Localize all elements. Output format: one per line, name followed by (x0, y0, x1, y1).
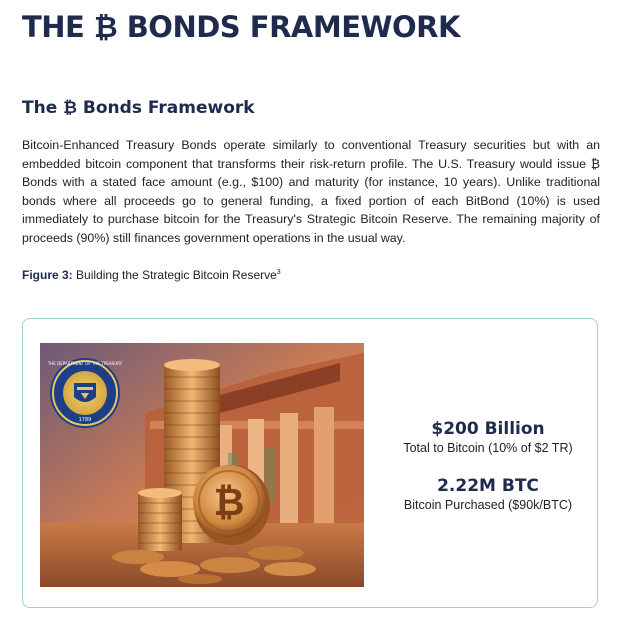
bitcoin-reserve-stats (383, 419, 593, 513)
figure-frame (22, 318, 598, 608)
seal-legend: THE DEPARTMENT OF THE TREASURY (47, 361, 123, 366)
section-heading: The ₿ Bonds Framework (22, 98, 255, 118)
seal-year: 1789 (78, 417, 92, 423)
document-title: THE ₿ BONDS FRAMEWORK (22, 10, 460, 44)
bitcoin-purchased-value: 2.22M BTC (437, 476, 539, 496)
bitcoin-reserve-illustration (40, 343, 364, 587)
coin-stack-short (138, 488, 182, 551)
framework-paragraph: Bitcoin-Enhanced Treasury Bonds operate similarly to conventional Treasury securities but with an embedded bitcoin component that transforms their risk-return profile. The U.S. Treasury would issue ₿ Bonds with a stated face amount (e.g., $100) and maturity (for instance, 10 years). Unlike traditional bonds where all proceeds go to general funding, a fixed portion of each BitBond (10%) is used immediately to purchase bitcoin for the Treasury's Strategic Bitcoin Reserve. The remaining majority of proceeds (90%) still finances government operations in the usual way. (22, 138, 600, 245)
total-to-bitcoin-value: $200 Billion (431, 419, 545, 439)
illustration-svg (40, 343, 364, 587)
total-to-bitcoin-label: Total to Bitcoin (10% of $2 TR) (403, 441, 573, 455)
figure-caption-text: Building the Strategic Bitcoin Reserve (76, 268, 277, 282)
bitcoin-purchased-label: Bitcoin Purchased ($90k/BTC) (403, 498, 573, 512)
bitcoin-symbol: ₿ (213, 480, 245, 524)
footnote-marker: 3 (276, 269, 281, 276)
figure-label: Figure 3: (22, 268, 73, 282)
figure-caption (22, 268, 281, 282)
